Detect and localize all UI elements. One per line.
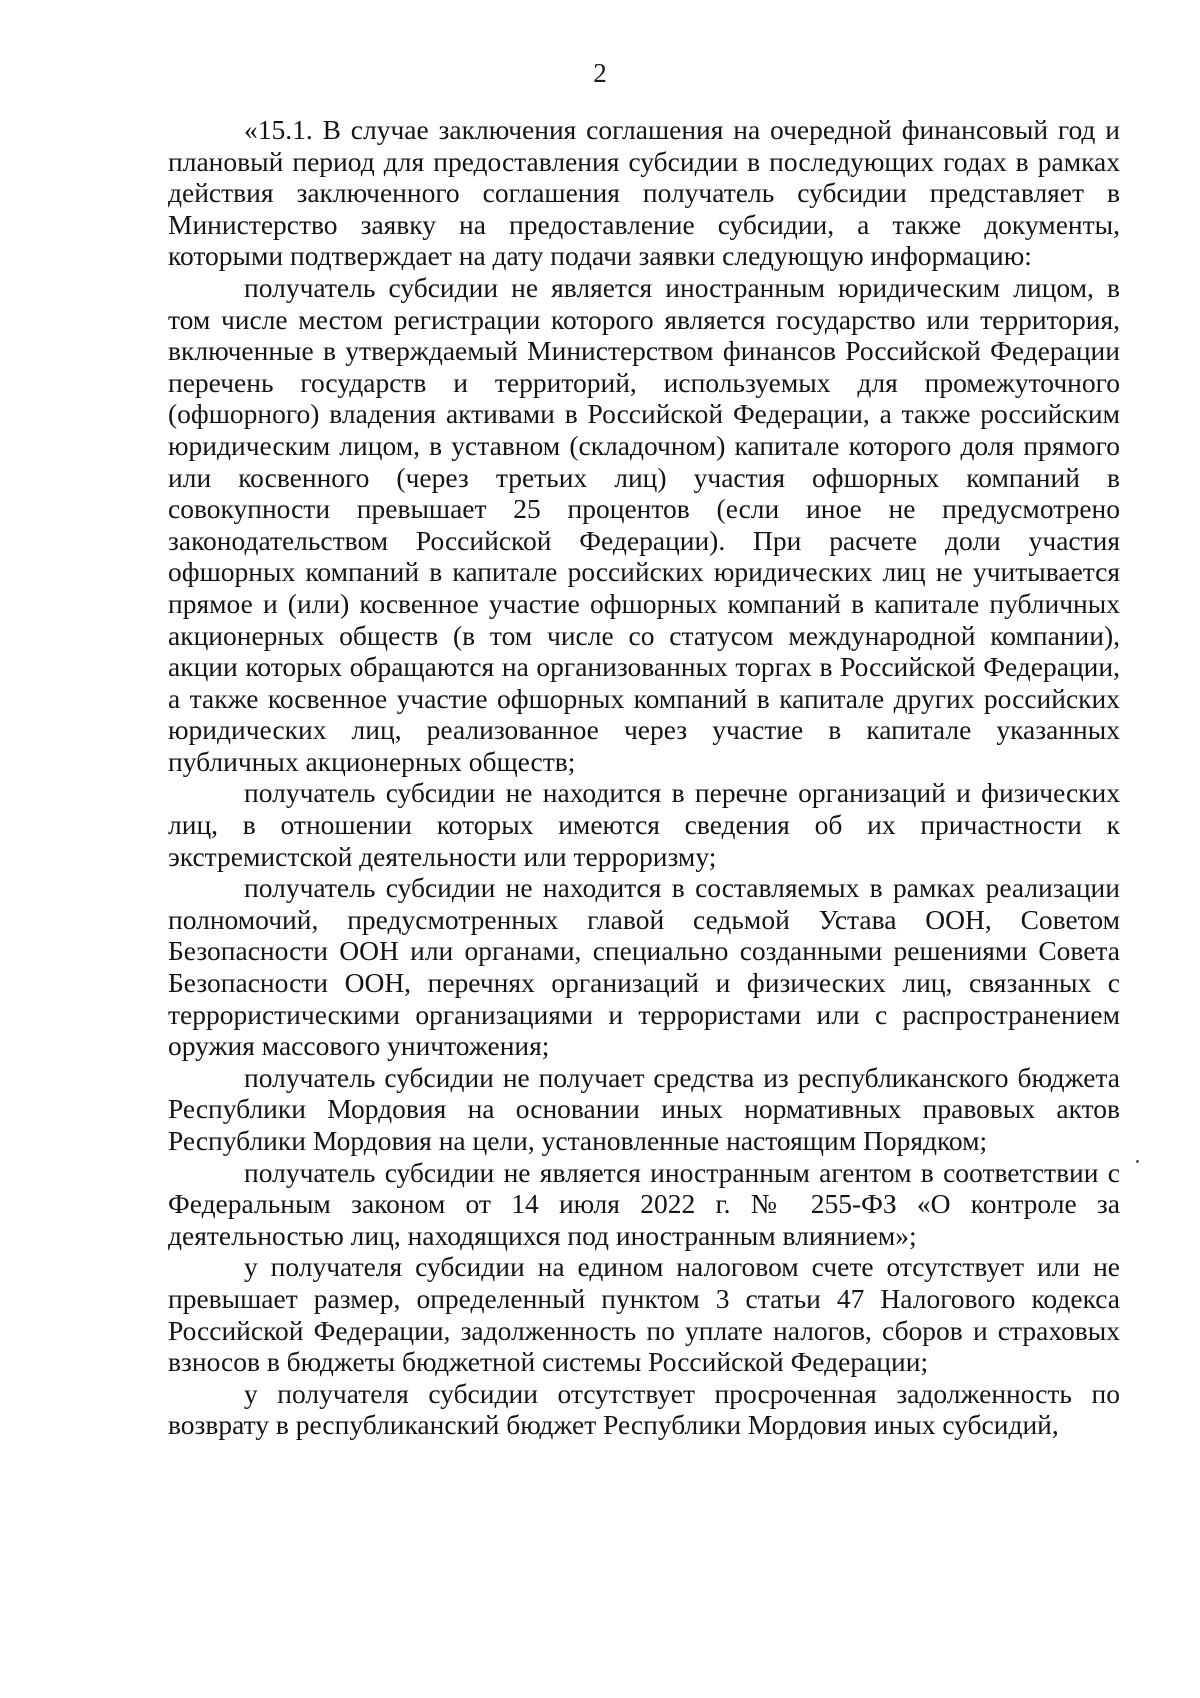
scan-speck xyxy=(1136,1160,1139,1163)
paragraph-not-un-sanctions-list: получатель субсидии не находится в составляемых в рамках реализации полномочий, предусмотренных главой седьмой Устава ООН, Советом Безопасности ООН или органами, специально созданными решениями Совета Безопасности ООН, перечнях организаций и физических лиц, связанных с террористическими организациями и террористами или с распространением оружия массового уничтожения; xyxy=(168,872,1120,1062)
paragraph-overdue-debt: у получателя субсидии отсутствует просроченная задолженность по возврату в республиканский бюджет Республики Мордовия иных субсидий, xyxy=(168,1377,1120,1441)
paragraph-not-foreign-entity: получатель субсидии не является иностранным юридическим лицом, в том числе местом регистрации которого является государство или территория, включенные в утверждаемый Министерством финансов Российской Федерации перечень государств и территорий, используемых для промежуточного (офшорного) владения активами в Российской Федерации, а также российским юридическим лицом, в уставном (складочном) капитале которого доля прямого или косвенного (через третьих лиц) участия офшорных компаний в совокупности превышает 25 процентов (если иное не предусмотрено законодательством Российской Федерации). При расчете доли участия офшорных компаний в капитале российских юридических лиц не учитывается прямое и (или) косвенное участие офшорных компаний в капитале публичных акционерных обществ (в том числе со статусом международной компании), акции которых обращаются на организованных торгах в Российской Федерации, а также косвенное участие офшорных компаний в капитале других российских юридических лиц, реализованное через участие в капитале указанных публичных акционерных обществ; xyxy=(168,271,1120,777)
document-body xyxy=(168,114,1120,1441)
paragraph-15-1-intro: «15.1. В случае заключения соглашения на очередной финансовый год и плановый период для предоставления субсидии в последующих годах в рамках действия заключенного соглашения получатель субсидии представляет в Министерство заявку на предоставление субсидии, а также документы, которыми подтверждает на дату подачи заявки следующую информацию: xyxy=(168,114,1120,272)
page-number: 2 xyxy=(593,58,607,88)
paragraph-not-extremist-list: получатель субсидии не находится в перечне организаций и физических лиц, в отношении которых имеются сведения об их причастности к экстремистской деятельности или терроризму; xyxy=(168,777,1120,872)
paragraph-no-other-funding: получатель субсидии не получает средства из республиканского бюджета Республики Мордовия на основании иных нормативных правовых актов Республики Мордовия на цели, установленные настоящим Порядком; xyxy=(168,1061,1120,1156)
paragraph-tax-debt: у получателя субсидии на едином налоговом счете отсутствует или не превышает размер, определенный пунктом 3 статьи 47 Налогового кодекса Российской Федерации, задолженность по уплате налогов, сборов и страховых взносов в бюджеты бюджетной системы Российской Федерации; xyxy=(168,1251,1120,1378)
paragraph-not-foreign-agent: получатель субсидии не является иностранным агентом в соответствии с Федеральным законом от 14 июля 2022 г. № 255-ФЗ «О контроле за деятельностью лиц, находящихся под иностранным влиянием»; xyxy=(168,1156,1120,1251)
